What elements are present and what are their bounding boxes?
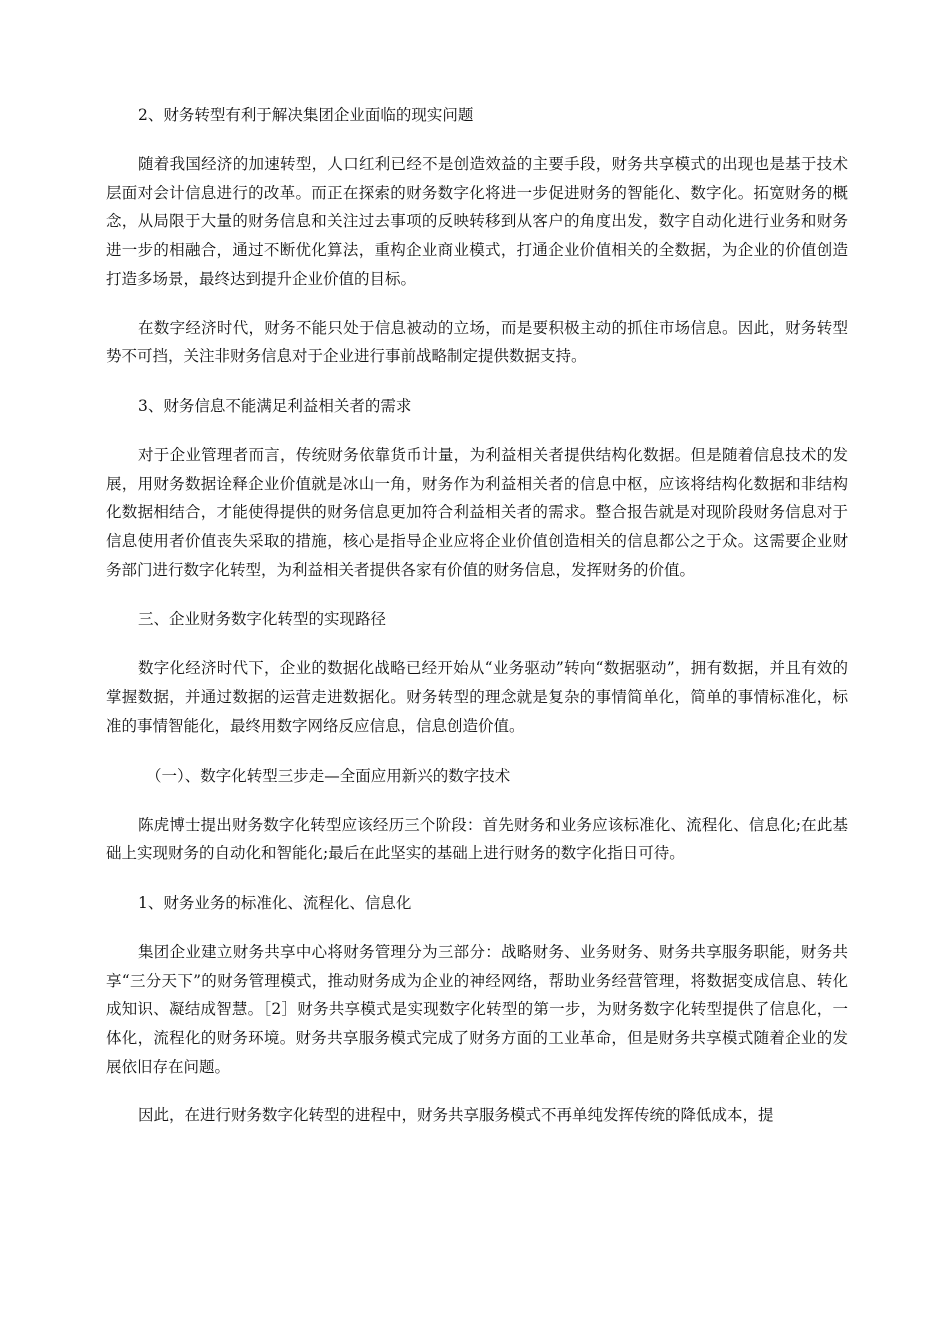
section-heading-stakeholder-needs: 3、财务信息不能满足利益相关者的需求: [138, 396, 412, 415]
paragraph: 陈虎博士提出财务数字化转型应该经历三个阶段：首先财务和业务应该标准化、流程化、信息化;在此基础上实现财务的自动化和智能化;最后在此坚实的基础上进行财务的数字化指日可待。: [106, 815, 848, 863]
section-heading-standardization: 1、财务业务的标准化、流程化、信息化: [138, 893, 412, 912]
subsection-heading-three-steps: （一）、数字化转型三步走—全面应用新兴的数字技术: [146, 766, 511, 785]
section-heading-implementation-path: 三、企业财务数字化转型的实现路径: [138, 610, 387, 629]
paragraph: 数字化经济时代下，企业的数据化战略已经开始从“业务驱动”转向“数据驱动”，拥有数据，并且有效的掌握数据，并通过数据的运营走进数据化。财务转型的理念就是复杂的事情简单化，简单的事情标准化，标准的事情智能化，最终用数字网络反应信息，信息创造价值。: [106, 659, 848, 735]
section-heading-finance-transformation: 2、财务转型有利于解决集团企业面临的现实问题: [138, 106, 474, 124]
paragraph: 因此，在进行财务数字化转型的进程中，财务共享服务模式不再单纯发挥传统的降低成本，提: [138, 1106, 774, 1125]
paragraph: 对于企业管理者而言，传统财务依靠货币计量，为利益相关者提供结构化数据。但是随着信息技术的发展，用财务数据诠释企业价值就是冰山一角，财务作为利益相关者的信息中枢，应该将结构化数据和非结构化数据相结合，才能使得提供的财务信息更加符合利益相关者的需求。整合报告就是对现阶段财务信息对于信息使用者价值丧失采取的措施，核心是指导企业应将企业价值创造相关的信息都公之于众。这需要企业财务部门进行数字化转型，为利益相关者提供各家有价值的财务信息，发挥财务的价值。: [106, 445, 848, 579]
document-page: [106, 100, 848, 1150]
paragraph: 在数字经济时代，财务不能只处于信息被动的立场，而是要积极主动的抓住市场信息。因此，财务转型势不可挡，关注非财务信息对于企业进行事前战略制定提供数据支持。: [106, 318, 848, 366]
paragraph: 集团企业建立财务共享中心将财务管理分为三部分：战略财务、业务财务、财务共享服务职能，财务共享“三分天下”的财务管理模式，推动财务成为企业的神经网络，帮助业务经营管理，将数据变成信息、转化成知识、凝结成智慧。［2］财务共享模式是实现数字化转型的第一步，为财务数字化转型提供了信息化，一体化，流程化的财务环境。财务共享服务模式完成了财务方面的工业革命，但是财务共享模式随着企业的发展依旧存在问题。: [106, 942, 848, 1076]
paragraph: 随着我国经济的加速转型，人口红利已经不是创造效益的主要手段，财务共享模式的出现也是基于技术层面对会计信息进行的改革。而正在探索的财务数字化将进一步促进财务的智能化、数字化。拓宽财务的概念，从局限于大量的财务信息和关注过去事项的反映转移到从客户的角度出发，数字自动化进行业务和财务进一步的相融合，通过不断优化算法，重构企业商业模式，打通企业价值相关的全数据，为企业的价值创造打造多场景，最终达到提升企业价值的目标。: [106, 155, 848, 288]
